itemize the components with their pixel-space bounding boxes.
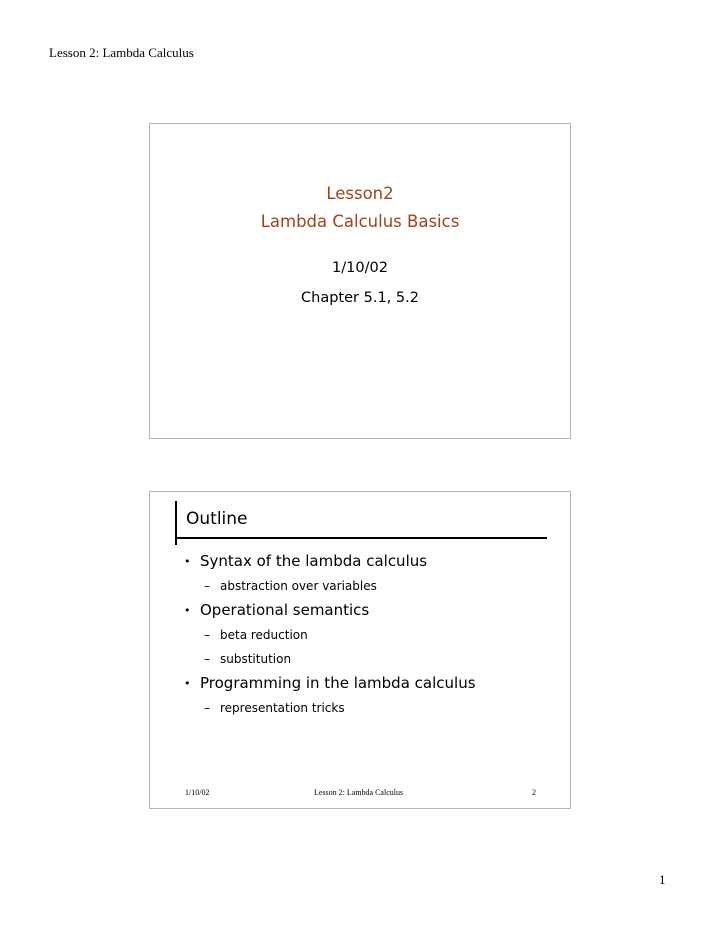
- outline-subitem-text: substitution: [220, 652, 292, 666]
- slide-title-line-2: Lambda Calculus Basics: [260, 212, 460, 231]
- outline-subitem-text: representation tricks: [220, 701, 345, 715]
- outline-title: Outline: [186, 509, 248, 529]
- bullet-icon: •: [184, 604, 191, 617]
- outline-subitem: [174, 647, 560, 671]
- outline-item: [174, 671, 560, 696]
- outline-subitem: [174, 696, 560, 720]
- outline-subitem-text: abstraction over variables: [220, 579, 377, 593]
- outline-item-text: Programming in the lambda calculus: [200, 674, 476, 692]
- bullet-icon: •: [184, 555, 191, 568]
- outline-slide: [149, 491, 571, 809]
- outline-subitem-text: beta reduction: [220, 628, 308, 642]
- slide-date: 1/10/02: [332, 260, 388, 276]
- outline-item-text: Operational semantics: [200, 601, 370, 619]
- title-underline: [175, 537, 547, 539]
- page-number: 1: [659, 872, 666, 887]
- outline-item: [174, 549, 560, 574]
- slide-footer-title: Lesson 2: Lambda Calculus: [314, 788, 404, 797]
- dash-icon: –: [204, 628, 210, 642]
- slide-footer-date: 1/10/02: [185, 788, 210, 797]
- slide-footer-number: 2: [532, 788, 536, 797]
- bullet-icon: •: [184, 677, 191, 690]
- dash-icon: –: [204, 579, 210, 593]
- slide-title-line-1: Lesson2: [326, 184, 394, 203]
- outline-list: [174, 549, 560, 720]
- outline-item-text: Syntax of the lambda calculus: [200, 552, 428, 570]
- title-slide: [149, 123, 571, 439]
- slide-chapter: Chapter 5.1, 5.2: [301, 290, 419, 306]
- outline-item: [174, 598, 560, 623]
- page-header: Lesson 2: Lambda Calculus: [49, 45, 194, 60]
- dash-icon: –: [204, 701, 210, 715]
- outline-subitem: [174, 623, 560, 647]
- outline-subitem: [174, 574, 560, 598]
- dash-icon: –: [204, 652, 210, 666]
- title-block: [150, 180, 570, 313]
